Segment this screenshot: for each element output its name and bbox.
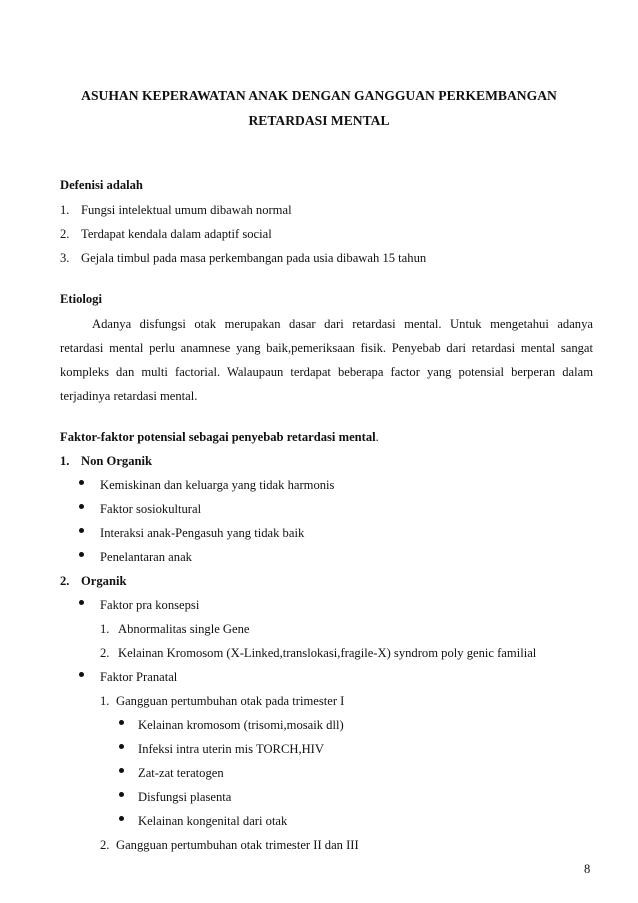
document-subtitle: RETARDASI MENTAL [248, 113, 390, 128]
pra-konsepsi-label: Faktor pra konsepsi [100, 598, 200, 612]
definisi-item-num: 1. [60, 203, 70, 217]
bullet-icon [119, 744, 124, 749]
definisi-item-num: 2. [60, 227, 70, 241]
definisi-item: Fungsi intelektual umum dibawah normal [81, 203, 292, 217]
pranatal-label: Faktor Pranatal [100, 670, 178, 684]
bullet-icon [119, 792, 124, 797]
definisi-item: Terdapat kendala dalam adaptif social [81, 227, 272, 241]
bullet-icon [119, 816, 124, 821]
etiologi-paragraph-line: kompleks dan multi factorial. Walaupaun terdapat beberapa factor yang potensial berperan dalam [60, 365, 593, 379]
bullet-icon [79, 552, 84, 557]
non-organik-label: Non Organik [81, 454, 153, 468]
list-item: Penelantaran anak [100, 550, 192, 564]
bullet-icon [79, 480, 84, 485]
etiologi-paragraph-line: Adanya disfungsi otak merupakan dasar dari retardasi mental. Untuk mengetahui adanya [92, 317, 593, 331]
pranatal-sub2-text: Gangguan pertumbuhan otak trimester II dan III [116, 838, 359, 852]
faktor-heading-end: . [375, 430, 379, 444]
etiologi-paragraph-line: retardasi mental perlu anamnese yang baik,pemeriksaan fisik. Penyebab dari retardasi mental sangat [60, 341, 593, 355]
list-item: Infeksi intra uterin mis TORCH,HIV [138, 742, 324, 756]
list-item: Kelainan kongenital dari otak [138, 814, 288, 828]
pra-konsepsi-item: Abnormalitas single Gene [118, 622, 250, 636]
pra-konsepsi-item: Kelainan Kromosom (X-Linked,translokasi,fragile-X) syndrom poly genic familial [118, 646, 537, 660]
organik-num: 2. [60, 574, 70, 588]
non-organik-num: 1. [60, 454, 70, 468]
organik-label: Organik [81, 574, 127, 588]
page-number: 8 [584, 862, 591, 876]
definisi-item: Gejala timbul pada masa perkembangan pada usia dibawah 15 tahun [81, 251, 427, 265]
list-item: Kemiskinan dan keluarga yang tidak harmonis [100, 478, 335, 492]
etiologi-paragraph-line: terjadinya retardasi mental. [60, 389, 198, 403]
pra-konsepsi-item-num: 1. [100, 622, 110, 636]
bullet-icon [79, 504, 84, 509]
pranatal-sub1-text: Gangguan pertumbuhan otak pada trimester I [116, 694, 345, 708]
list-item: Faktor sosiokultural [100, 502, 202, 516]
list-item: Zat-zat teratogen [138, 766, 224, 780]
definisi-item-num: 3. [60, 251, 70, 265]
etiologi-heading: Etiologi [60, 292, 102, 306]
list-item: Disfungsi plasenta [138, 790, 232, 804]
list-item: Interaksi anak-Pengasuh yang tidak baik [100, 526, 305, 540]
bullet-icon [79, 600, 84, 605]
pranatal-sub2-num: 2. [100, 838, 110, 852]
bullet-icon [79, 672, 84, 677]
pranatal-sub1-num: 1. [100, 694, 110, 708]
document-title: ASUHAN KEPERAWATAN ANAK DENGAN GANGGUAN PERKEMBANGAN [81, 88, 557, 103]
bullet-icon [79, 528, 84, 533]
list-item: Kelainan kromosom (trisomi,mosaik dll) [138, 718, 344, 732]
pra-konsepsi-item-num: 2. [100, 646, 110, 660]
bullet-icon [119, 720, 124, 725]
bullet-icon [119, 768, 124, 773]
definisi-heading: Defenisi adalah [60, 178, 143, 192]
faktor-heading [60, 430, 379, 445]
faktor-heading-text: Faktor-faktor potensial sebagai penyebab retardasi mental [60, 430, 376, 444]
